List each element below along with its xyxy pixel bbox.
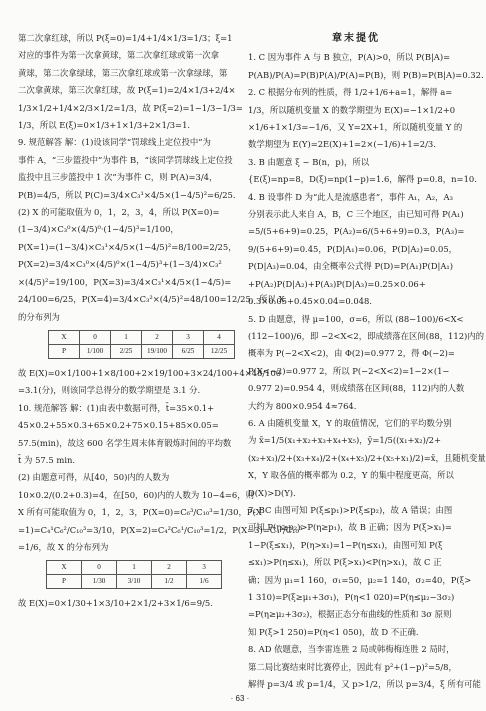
text-line: =P(η≥μ₂+3σ₂)，根据正态分布曲线的性质和 3σ 原则 — [248, 609, 452, 620]
text-line: 黄球，第二次拿绿球，第三次拿红球或第一次拿绿球，第 — [18, 67, 228, 78]
text-line: X，Y 取各值的概率都为 0.2，Y 的集中程度更高，所以 — [248, 470, 454, 481]
page-number: · 63 · — [230, 694, 250, 703]
left-text-block-a — [18, 30, 285, 326]
table-cell: 2/25 — [111, 344, 142, 358]
text-line: 故 E(X)=0×1/100+1×8/100+2×19/100+3×24/100+4×48/100 — [18, 367, 282, 378]
text-line: =5/(5+6+9)=0.25，P(A₂)=6/(5+6+9)=0.3，P(A₃)= — [248, 226, 465, 237]
text-line: 1/3，所以 E(ξ)=0×1/3+1×1/3+2×1/3=1. — [18, 120, 191, 131]
text-line: 2. C 根据分布列的性质，得 1/2+1/6+a=1，解得 a= — [248, 87, 453, 98]
text-line: 解得 p=3/4 或 p=1/4，又 p>1/2，所以 p=3/4，ξ 所有可能 — [248, 679, 481, 690]
text-line: 概率为 P(−2<X<2)，由 Φ(2)=0.977 2，得 Φ(−2)= — [248, 348, 455, 359]
chapter-title: 章末提优 — [332, 33, 380, 44]
text-line: 1/3×1/2+1/4×2/3×1/2=1/3，故 P(ξ=2)=1−1/3−1/3= — [18, 102, 243, 113]
text-line: 知 P(ξ>1 250)=P(η<1 050)，故 D 不正确. — [248, 626, 419, 637]
text-line: 9/(5+6+9)=0.45，P(D|A₁)=0.06，P(D|A₂)=0.05， — [248, 243, 458, 254]
text-line: 0.3×0.05+0.45×0.04=0.048. — [248, 296, 372, 307]
text-line: 分别表示此人来自 A，B，C 三个地区，由已知可得 P(A₁) — [248, 209, 464, 220]
table-cell: 1/30 — [82, 575, 117, 589]
table-header-cell: 1 — [117, 561, 152, 575]
table-cell: 1/2 — [152, 575, 187, 589]
table2-header-row — [47, 561, 222, 575]
text-line: 6. A 由随机变量 X，Y 的取值情况，它们的平均数分别 — [248, 417, 452, 428]
text-line: 57.5(min)，故这 600 名学生周末体育锻炼时间的平均数 — [18, 437, 232, 448]
text-line: (112−100)/6，即 −2<X<2，即成绩落在区间(88，112)内的 — [248, 330, 485, 341]
text-line: =1/6，故 X 的分布列为 — [18, 541, 109, 552]
table-header-cell: 2 — [142, 330, 173, 344]
left-text-block-c — [18, 595, 238, 612]
table-header-cell: 2 — [152, 561, 187, 575]
text-line: 为 x̄=1/5(x₁+x₂+x₃+x₄+x₅)，ȳ=1/5((x₁+x₂)/2+ — [248, 435, 442, 446]
table-header-cell: X — [47, 561, 82, 575]
text-line: 5. D 由题意，得 μ=100，σ=6，所以 (88−100)/6<X< — [248, 313, 464, 324]
table-header-cell: 0 — [80, 330, 111, 344]
text-line: 24/100=6/25，P(X=4)=3/4×C₃²×(4/5)²=48/100=12/25，所以 X — [18, 294, 285, 305]
text-line: t̄ 为 57.5 min. — [18, 454, 76, 465]
table1-probability-row — [49, 344, 235, 358]
text-line: =3.1(分)，则该同学总得分的数学期望是 3.1 分. — [18, 385, 201, 396]
distribution-table-1 — [48, 330, 235, 359]
table-cell: 6/25 — [173, 344, 204, 358]
text-line: =1)=C₄¹C₆²/C₁₀³=3/10，P(X=2)=C₄²C₆¹/C₁₀³=1/2，P(X=3)=C₄³/C₁₀³ — [18, 524, 303, 535]
text-line: P(B)=4/5，所以 P(C)=3/4×C₃¹×4/5×(1−4/5)²=6/25. — [18, 189, 236, 200]
table-header-cell: 3 — [187, 561, 222, 575]
text-line: 对应的事件为第一次拿黄球，第二次拿红球或第一次拿 — [18, 50, 219, 61]
text-line: 45×0.2+55×0.3+65×0.2+75×0.15+85×0.05= — [18, 420, 219, 431]
table-cell: P — [47, 575, 82, 589]
text-line: 7. BC 由图可知 P(ξ≤p₁)>P(ξ≤p₂)，故 A 错误；由图 — [248, 504, 453, 515]
text-line: (2) 由题意可得，从[40，50)内的人数为 — [18, 472, 170, 483]
table-cell: 3/10 — [117, 575, 152, 589]
text-line: 1. C 因为事件 A 与 B 独立，P(A)>0，所以 P(B|A)= — [248, 52, 451, 63]
table-header-cell: X — [49, 330, 80, 344]
table-header-cell: 1 — [111, 330, 142, 344]
table-cell: 1/6 — [187, 575, 222, 589]
text-line: 4. B 设事件 D 为“此人是流感患者”，事件 A₁，A₂，A₃ — [248, 191, 453, 202]
text-line: 9. 规范解答 解：(1)设该同学“罚球线上定位投中”为 — [18, 137, 211, 148]
text-line: P(X=2)=3/4×C₃⁰×(4/5)⁰×(1−4/5)³+(1−3/4)×C₃² — [18, 259, 222, 270]
table-cell: P — [49, 344, 80, 358]
text-line: 8. AD 依题意，当李雷连胜 2 局或韩梅梅连胜 2 局时， — [248, 644, 455, 655]
table-header-cell: 0 — [82, 561, 117, 575]
table-cell: 19/100 — [142, 344, 173, 358]
text-line: +P(A₂)P(D|A₂)+P(A₃)P(D|A₃)=0.25×0.06+ — [248, 278, 426, 289]
distribution-table-2 — [46, 560, 222, 589]
table-header-cell: 3 — [173, 330, 204, 344]
text-line: (1−3/4)×C₃⁰×(4/5)⁰·(1−4/5)³=1/100， — [18, 224, 179, 235]
text-line: 大约为 800×0.954 4≈764. — [248, 400, 357, 411]
text-line: D(X)>D(Y). — [248, 487, 296, 498]
text-line: (x₂+x₃)/2+(x₃+x₄)/2+(x₄+x₅)/2+(x₅+x₁)/2)=x̄，且随机变量 — [248, 452, 486, 463]
text-line: P(D|A₃)=0.04，由全概率公式得 P(D)=P(A₁)P(D|A₁) — [248, 261, 454, 272]
text-line: P(X<−2)=0.977 2，所以 P(−2<X<2)=1−2×(1− — [248, 365, 450, 376]
text-line: 数学期望为 E(Y)=2E(X)+1=2×(−1/6)+1=2/3. — [248, 139, 436, 150]
text-line: 事件 A，“三步篮投中”为事件 B，“该同学罚球线上定位投 — [18, 154, 233, 165]
text-line: P(AB)/P(A)=P(B)P(A)/P(A)=P(B)，则 P(B)=P(B|A)=0.32. — [248, 69, 484, 80]
text-line: P(X=1)=(1−3/4)×C₃¹×4/5×(1−4/5)²=8/100=2/25， — [18, 241, 237, 252]
table2-probability-row — [47, 575, 222, 589]
text-line: 10. 规范解答 解：(1)由表中数据可得，t̄=35×0.1+ — [18, 402, 215, 413]
text-line: 10×0.2/(0.2+0.3)=4，在[50，60)内的人数为 10−4=6，则 — [18, 489, 254, 500]
right-column — [248, 30, 486, 693]
text-line: 1/3，所以随机变量 X 的数学期望为 E(X)=−1×1/2+0 — [248, 104, 456, 115]
text-line: 故 E(X)=0×1/30+1×3/10+2×1/2+3×1/6=9/5. — [18, 598, 213, 609]
text-line: {E(ξ)=np=8，D(ξ)=np(1−p)=1.6，解得 p=0.8，n=10. — [248, 174, 477, 185]
text-line: 监投中且三步篮投中 1 次”为事件 C，则 P(A)=3/4， — [18, 172, 218, 183]
text-line: 1−P(ξ≤x₁)，P(η>x₁)=1−P(η≤x₁)，由图可知 P(ξ — [248, 539, 443, 550]
text-line: X 所有可能取值为 0，1，2，3，P(X=0)=C₆³/C₁₀³=1/30，P(X — [18, 507, 262, 518]
text-line: 0.977 2)=0.954 4，则成绩落在区间(88，112)内的人数 — [248, 383, 465, 394]
text-line: ×1/6+1×1/3=−1/6，又 Y=2X+1，所以随机变量 Y 的 — [248, 122, 463, 133]
text-line: ×(4/5)²=19/100，P(X=3)=3/4×C₃¹×4/5×(1−4/5)= — [18, 276, 232, 287]
text-line: 确；因为 μ₁=1 160，σ₁=50，μ₂=1 140，σ₂=40，P(ξ> — [248, 574, 472, 585]
text-line: 可知 P(η≥p₂)>P(η≥p₁)，故 B 正确；因为 P(ξ>x₁)= — [248, 522, 452, 533]
text-line: 第二局比赛结束时比赛停止，因此有 p²+(1−p)²=5/8， — [248, 661, 457, 672]
right-text-block — [248, 49, 486, 693]
text-line: ≤x₁)>P(η≤x₁)，所以 P(ξ>x₁)<P(η>x₁)，故 C 正 — [248, 557, 442, 568]
table1-header-row — [49, 330, 235, 344]
text-line: 的分布列为 — [18, 311, 60, 322]
table-header-cell: 4 — [204, 330, 235, 344]
text-line: 第二次拿红球，所以 P(ξ=0)=1/4+1/4×1/3=1/3；ξ=1 — [18, 33, 233, 43]
table-cell: 1/100 — [80, 344, 111, 358]
text-line: 二次拿黄球，第三次拿红球，故 P(ξ=1)=2/4×1/3+2/4× — [18, 85, 236, 96]
table-cell: 12/25 — [204, 344, 235, 358]
text-line: (2) X 的可能取值为 0，1，2，3，4，所以 P(X=0)= — [18, 207, 220, 218]
text-line: 3. B 由题意 ξ ~ B(n，p)，所以 — [248, 156, 370, 167]
text-line: 1 310)=P(ξ≥μ₁+3σ₁)，P(η<1 020)=P(η≤μ₂−3σ₂) — [248, 592, 455, 602]
